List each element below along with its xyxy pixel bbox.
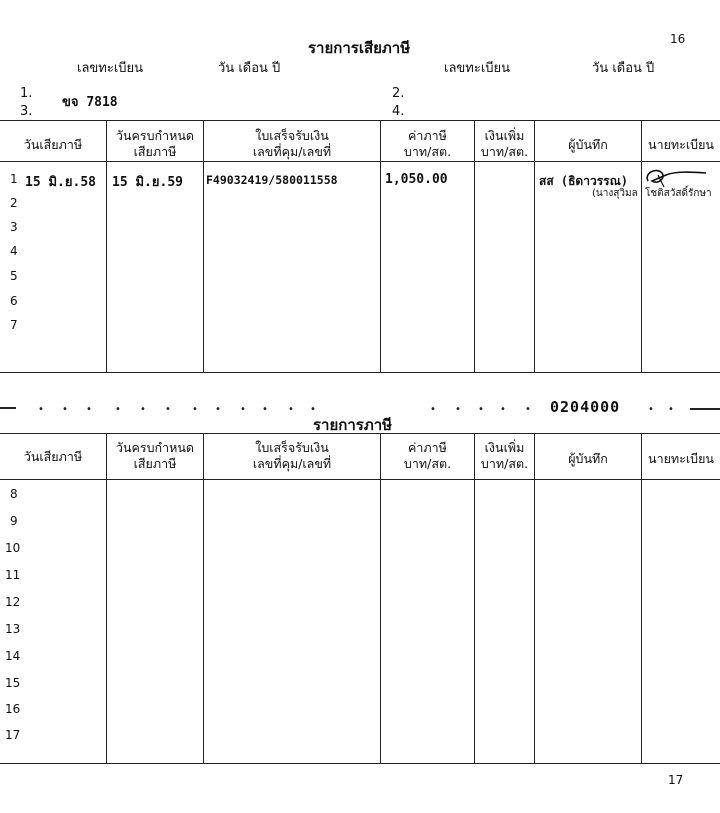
table2-bottom-border <box>0 763 720 764</box>
header-due-date-line1: วันครบกำหนด <box>115 440 195 455</box>
row-number: 16 <box>5 702 21 716</box>
header-due-date-line2: เสียภาษี <box>133 144 177 159</box>
table2-col-divider <box>380 433 381 763</box>
table1-bottom-border <box>0 372 720 373</box>
table2-col-divider <box>534 433 535 763</box>
plate-label-right: เลขทะเบียน <box>444 61 511 76</box>
table1-col-divider <box>534 120 535 372</box>
row-number: 13 <box>5 622 21 636</box>
table1-header-border <box>0 161 720 162</box>
row-number: 11 <box>5 568 21 582</box>
row-number: 17 <box>5 728 21 742</box>
stamp-code: 0204000 <box>550 398 621 416</box>
header-recorder: ผู้บันทึก <box>568 137 608 152</box>
header-due-date-line1: วันครบกำหนด <box>115 128 195 143</box>
header-receipt-line1: ใบเสร็จรับเงิน <box>255 128 329 143</box>
header-extra-line2: บาท/สต. <box>480 144 529 159</box>
item3-number: 3. <box>20 104 33 119</box>
header-receipt-line1: ใบเสร็จรับเงิน <box>255 440 329 455</box>
section1-title: รายการเสียภาษี <box>308 39 411 57</box>
header-tax-line2: บาท/สต. <box>403 456 452 471</box>
row1-tax-amount: 1,050.00 <box>385 172 448 187</box>
row-number: 15 <box>5 676 21 690</box>
row1-recorder: สส (ธิดาวรรณ) <box>539 174 628 188</box>
header-receipt-line2: เลขที่คุม/เลขที่ <box>252 144 332 159</box>
separator-right-dash <box>690 408 720 410</box>
header-extra-line1: เงินเพิ่ม <box>484 440 525 455</box>
table2-header-border <box>0 479 720 480</box>
item2-number: 2. <box>392 86 405 101</box>
header-due-date <box>107 128 203 160</box>
row-number: 6 <box>10 294 18 308</box>
header-tax <box>381 440 474 472</box>
page-number-bottom: 17 <box>668 773 684 787</box>
row-number: 2 <box>10 196 18 210</box>
header-extra <box>475 128 534 160</box>
header-registrar: นายทะเบียน <box>648 451 714 466</box>
table2-col-divider <box>474 433 475 763</box>
header-receipt <box>204 440 380 472</box>
row-number: 4 <box>10 244 18 258</box>
row1-receipt-number: F49032419/580011558 <box>206 173 338 187</box>
table1-col-divider <box>641 120 642 372</box>
row-number: 12 <box>5 595 21 609</box>
item1-plate-value: ขจ 7818 <box>62 95 118 110</box>
item4-number: 4. <box>392 104 405 119</box>
separator-left-dash <box>0 407 16 409</box>
row1-recorder-sub: (นางสุวิมล <box>592 188 638 199</box>
header-due-date-line2: เสียภาษี <box>133 456 177 471</box>
row-number: 5 <box>10 269 18 283</box>
header-tax-date: วันเสียภาษี <box>23 137 83 152</box>
row1-tax-date: 15 มิ.ย.58 <box>25 175 96 190</box>
header-tax-line2: บาท/สต. <box>403 144 452 159</box>
section2-title: รายการภาษี <box>313 416 393 434</box>
date-label-left: วัน เดือน ปี <box>218 61 281 76</box>
header-receipt-line2: เลขที่คุม/เลขที่ <box>252 456 332 471</box>
header-due-date <box>107 440 203 472</box>
row1-registrar: โชติสวัสดิ์รักษา <box>645 188 712 199</box>
row-number: 14 <box>5 649 21 663</box>
header-tax-date: วันเสียภาษี <box>23 449 83 464</box>
header-registrar: นายทะเบียน <box>648 137 714 152</box>
row-number: 1 <box>10 172 18 186</box>
table2-col-divider <box>641 433 642 763</box>
header-tax-line1: ค่าภาษี <box>408 128 447 143</box>
row-number: 7 <box>10 318 18 332</box>
header-extra-line2: บาท/สต. <box>480 456 529 471</box>
header-extra <box>475 440 534 472</box>
page-number-top: 16 <box>670 32 686 46</box>
signature-icon <box>636 163 716 193</box>
plate-label-left: เลขทะเบียน <box>77 61 144 76</box>
table2-top-border <box>0 433 720 434</box>
item1-number: 1. <box>20 86 33 101</box>
row-number: 9 <box>10 514 18 528</box>
header-tax <box>381 128 474 160</box>
row1-due-date: 15 มิ.ย.59 <box>112 175 183 190</box>
row-number: 8 <box>10 487 18 501</box>
header-receipt <box>204 128 380 160</box>
header-extra-line1: เงินเพิ่ม <box>484 128 525 143</box>
header-tax-line1: ค่าภาษี <box>408 440 447 455</box>
table2-col-divider <box>106 433 107 763</box>
row-number: 3 <box>10 220 18 234</box>
header-recorder: ผู้บันทึก <box>568 451 608 466</box>
table2-col-divider <box>203 433 204 763</box>
date-label-right: วัน เดือน ปี <box>592 61 655 76</box>
row-number: 10 <box>5 541 21 555</box>
table1-top-border <box>0 120 720 121</box>
